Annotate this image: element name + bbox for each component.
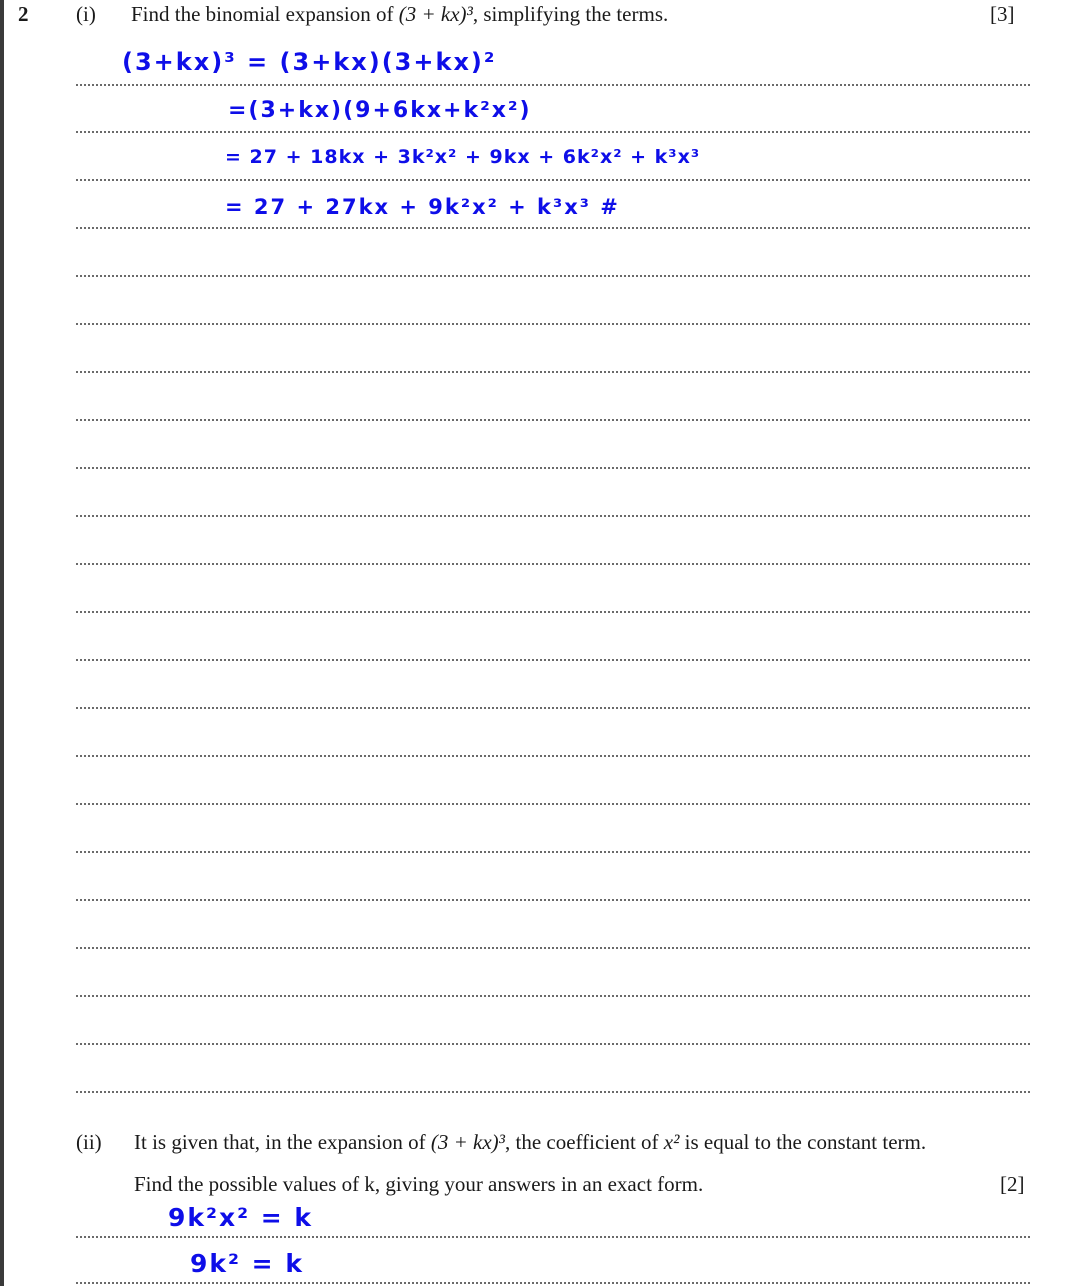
left-margin-rule xyxy=(0,0,4,1286)
part-i-prompt-after: , simplifying the terms. xyxy=(472,2,669,26)
part-i-expression: (3 + kx)³ xyxy=(398,2,473,26)
answer-line xyxy=(76,1043,1030,1045)
answer-line xyxy=(76,707,1030,709)
part-i-prompt-before: Find the binomial expansion of xyxy=(131,2,399,26)
answer-line xyxy=(76,995,1030,997)
part-ii-expression: (3 + kx)³ xyxy=(430,1130,505,1154)
part-ii-variable: x² xyxy=(663,1130,680,1154)
answer-line xyxy=(76,227,1030,229)
answer-line xyxy=(76,563,1030,565)
handwritten-line-2: =(3+kx)(9+6kx+k²x²) xyxy=(228,98,532,123)
part-ii-prompt-line-1 xyxy=(134,1130,926,1155)
part-ii-marks: [2] xyxy=(1000,1172,1025,1196)
answer-line xyxy=(76,467,1030,469)
answer-line xyxy=(76,803,1030,805)
part-ii-label: (ii) xyxy=(76,1130,102,1154)
answer-line xyxy=(76,419,1030,421)
part-ii-prompt-line-2: Find the possible values of k, giving your answers in an exact form. xyxy=(134,1172,704,1196)
answer-line xyxy=(76,84,1030,86)
answer-line xyxy=(76,323,1030,325)
answer-line xyxy=(76,371,1030,373)
answer-line xyxy=(76,1236,1030,1238)
answer-line xyxy=(76,1282,1030,1284)
answer-line xyxy=(76,611,1030,613)
handwritten-line-3: = 27 + 18kx + 3k²x² + 9kx + 6k²x² + k³x³ xyxy=(225,146,701,168)
question-number: 2 xyxy=(18,2,29,26)
part-ii-text-before: It is given that, in the expansion of xyxy=(134,1130,431,1154)
answer-line xyxy=(76,515,1030,517)
part-i-marks: [3] xyxy=(990,2,1015,26)
answer-line xyxy=(76,179,1030,181)
answer-line xyxy=(76,755,1030,757)
answer-line xyxy=(76,131,1030,133)
part-i-prompt xyxy=(131,2,668,27)
handwritten-line-6: 9k² = k xyxy=(190,1249,304,1278)
part-ii-text-after: is equal to the constant term. xyxy=(679,1130,927,1154)
answer-line xyxy=(76,659,1030,661)
handwritten-line-5: 9k²x² = k xyxy=(168,1203,314,1232)
answer-line xyxy=(76,947,1030,949)
answer-line xyxy=(76,851,1030,853)
answer-line xyxy=(76,899,1030,901)
part-ii-text-mid: , the coefficient of xyxy=(504,1130,664,1154)
answer-line xyxy=(76,275,1030,277)
answer-line xyxy=(76,1091,1030,1093)
handwritten-line-4: = 27 + 27kx + 9k²x² + k³x³ # xyxy=(225,195,620,219)
part-i-label: (i) xyxy=(76,2,96,26)
handwritten-line-1: (3+kx)³ = (3+kx)(3+kx)² xyxy=(122,48,497,76)
